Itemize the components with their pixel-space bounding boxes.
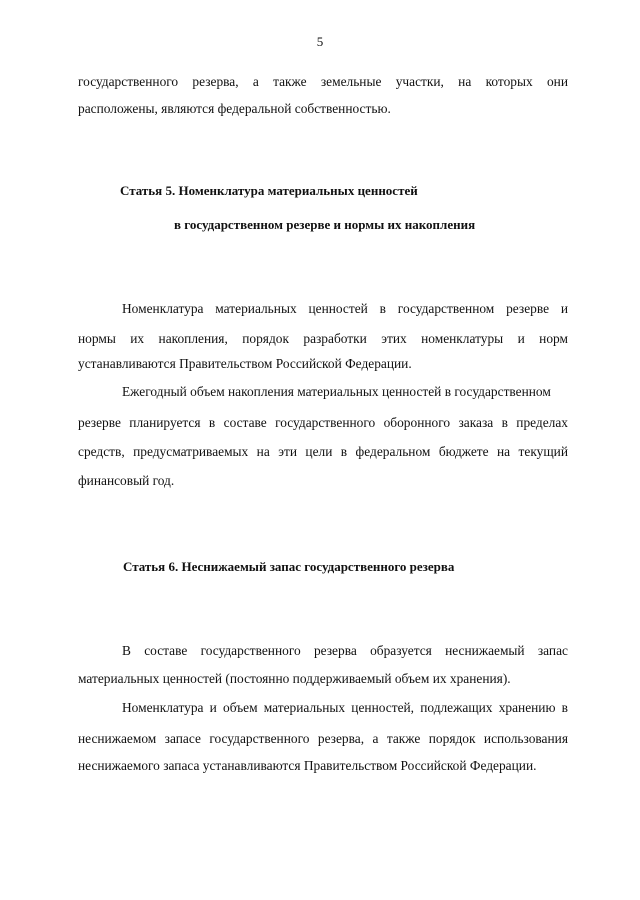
article-6-para-2-line-1: Номенклатура и объем материальных ценностей, подлежащих хранению в [122, 700, 568, 715]
article-6-para-1-line-1: В составе государственного резерва образуется неснижаемый запас [122, 643, 568, 658]
continuation-line-2: расположены, являются федеральной собственностью. [78, 101, 391, 116]
article-6-para-2-line-2: неснижаемом запасе государственного резерва, а также порядок использования [78, 731, 568, 746]
article-5-para-1-line-2: нормы их накопления, порядок разработки этих номенклатуры и норм [78, 331, 568, 346]
page-number: 5 [316, 34, 324, 49]
article-6-title: Статья 6. Неснижаемый запас государственного резерва [123, 559, 455, 574]
article-5-para-1-line-1: Номенклатура материальных ценностей в государственном резерве и [122, 301, 568, 316]
article-5-title-line-1: Статья 5. Номенклатура материальных ценностей [120, 183, 418, 198]
article-5-title-line-2: в государственном резерве и нормы их накопления [174, 217, 476, 232]
article-5-para-1-line-3: устанавливаются Правительством Российской Федерации. [78, 356, 412, 371]
article-5-para-2-line-1: Ежегодный объем накопления материальных ценностей в государственном [122, 384, 551, 399]
article-5-para-2-line-3: средств, предусматриваемых на эти цели в федеральном бюджете на текущий [78, 444, 568, 459]
continuation-line-1: государственного резерва, а также земельные участки, на которых они [78, 74, 568, 89]
article-5-para-2-line-2: резерве планируется в составе государственного оборонного заказа в пределах [78, 415, 568, 430]
article-6-para-1-line-2: материальных ценностей (постоянно поддерживаемый объем их хранения). [78, 671, 511, 686]
article-5-para-2-line-4: финансовый год. [78, 473, 175, 488]
article-6-para-2-line-3: неснижаемого запаса устанавливаются Правительством Российской Федерации. [78, 758, 537, 773]
